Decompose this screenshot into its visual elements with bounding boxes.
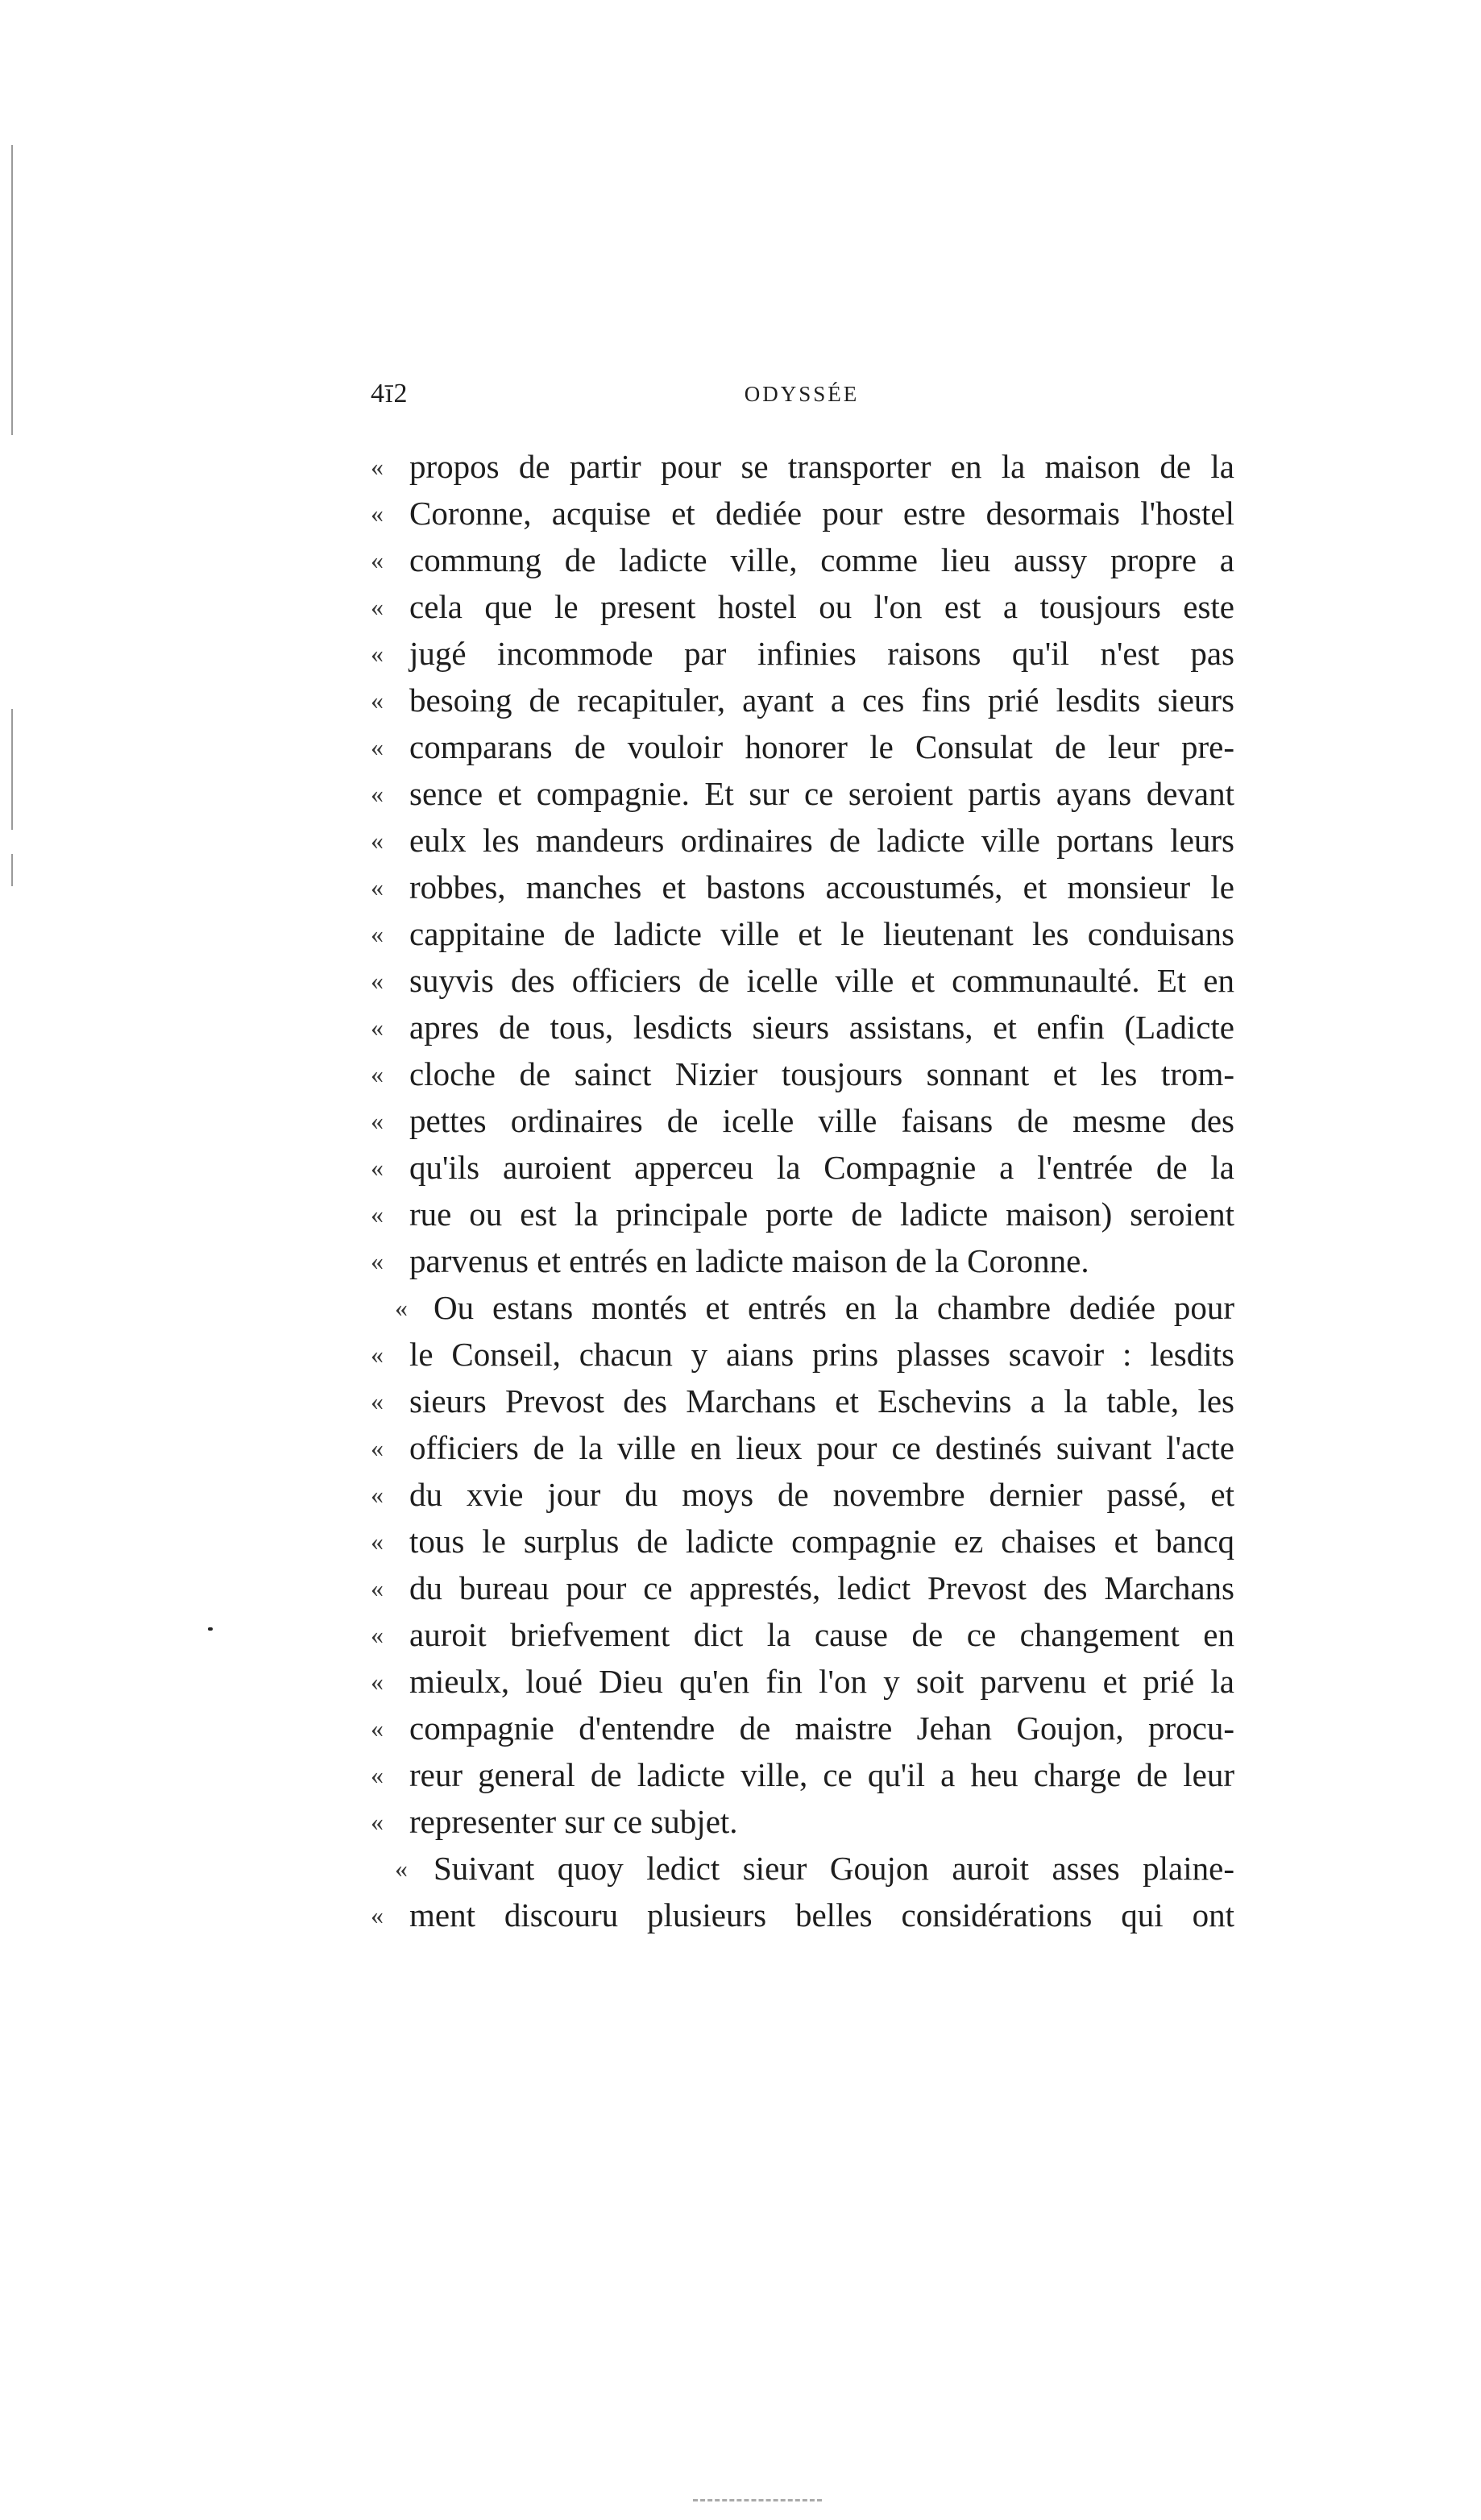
page-number: 4ī2: [371, 379, 409, 408]
line-text: du bureau pour ce apprestés, ledict Prevost des Marchans: [409, 1569, 1234, 1606]
text-line: [371, 817, 1234, 864]
quote-mark: «: [371, 1807, 384, 1836]
line-text: sence et compagnie. Et sur ce seroient partis ayans devant: [409, 775, 1234, 812]
body-text: [371, 443, 1234, 1938]
text-line: [371, 630, 1234, 677]
quote-mark: «: [371, 452, 384, 481]
quote-mark: «: [371, 1620, 384, 1649]
quote-mark: «: [395, 1293, 408, 1322]
text-line: [371, 1611, 1234, 1658]
quote-mark: «: [371, 1480, 384, 1509]
running-head: [371, 379, 1233, 419]
quote-mark: «: [371, 826, 384, 855]
line-text: Coronne, acquise et dediée pour estre desormais l'hostel: [409, 495, 1234, 532]
line-text: reur general de ladicte ville, ce qu'il a heu charge de leur: [409, 1756, 1234, 1793]
quote-mark: «: [371, 966, 384, 995]
quote-mark: «: [371, 592, 384, 621]
quote-mark: «: [371, 639, 384, 668]
line-text: le Conseil, chacun y aians prins plasses scavoir : lesdits: [409, 1336, 1234, 1373]
text-line: [371, 1284, 1234, 1331]
line-text: suyvis des officiers de icelle ville et communaulté. Et en: [409, 962, 1234, 999]
text-line: [371, 1518, 1234, 1565]
line-text: sieurs Prevost des Marchans et Eschevins a la table, les: [409, 1382, 1234, 1420]
line-text: pettes ordinaires de icelle ville faisans de mesme des: [409, 1102, 1234, 1139]
text-line: [371, 1705, 1234, 1751]
quote-mark: «: [371, 872, 384, 901]
text-line: [371, 1144, 1234, 1191]
text-line: [371, 1237, 1234, 1284]
text-line: [371, 910, 1234, 957]
text-line: [371, 1751, 1234, 1798]
line-text: tous le surplus de ladicte compagnie ez chaises et bancq: [409, 1523, 1234, 1560]
line-text: mieulx, loué Dieu qu'en fin l'on y soit parvenu et prié la: [409, 1663, 1234, 1700]
line-text: representer sur ce subjet.: [409, 1803, 738, 1840]
text-line: [371, 1378, 1234, 1424]
text-line: [371, 1331, 1234, 1378]
line-text: comparans de vouloir honorer le Consulat de leur pre-: [409, 728, 1234, 765]
quote-mark: «: [371, 1246, 384, 1275]
text-line: [371, 1051, 1234, 1097]
line-text: qu'ils auroient apperceu la Compagnie a l'entrée de la: [409, 1149, 1234, 1186]
text-line: [371, 1892, 1234, 1938]
quote-mark: «: [371, 1059, 384, 1088]
line-text: jugé incommode par infinies raisons qu'il n'est pas: [409, 635, 1234, 672]
quote-mark: «: [395, 1854, 408, 1883]
text-line: [371, 490, 1234, 537]
line-text: robbes, manches et bastons accoustumés, et monsieur le: [409, 868, 1234, 906]
quote-mark: «: [371, 1386, 384, 1415]
line-text: du xvie jour du moys de novembre dernier passé, et: [409, 1476, 1234, 1513]
text-line: [371, 1658, 1234, 1705]
quote-mark: «: [371, 1433, 384, 1462]
line-text: auroit briefvement dict la cause de ce changement en: [409, 1616, 1234, 1653]
line-text: cloche de sainct Nizier tousjours sonnant et les trom-: [409, 1055, 1234, 1092]
quote-mark: «: [371, 1573, 384, 1602]
bottom-rule: [693, 2499, 822, 2501]
line-text: cela que le present hostel ou l'on est a tousjours este: [409, 588, 1234, 625]
text-line: [371, 1097, 1234, 1144]
quote-mark: «: [371, 1667, 384, 1696]
text-line: [371, 443, 1234, 490]
text-line: [371, 1004, 1234, 1051]
line-text: propos de partir pour se transporter en la maison de la: [409, 448, 1234, 485]
line-text: officiers de la ville en lieux pour ce destinés suivant l'acte: [409, 1429, 1234, 1466]
left-margin-mark: [11, 854, 13, 886]
line-text: eulx les mandeurs ordinaires de ladicte ville portans leurs: [409, 822, 1234, 859]
quote-mark: «: [371, 1714, 384, 1743]
text-line: [371, 1191, 1234, 1237]
line-text: Suivant quoy ledict sieur Goujon auroit asses plaine-: [434, 1850, 1234, 1887]
quote-mark: «: [371, 1340, 384, 1369]
text-line: [371, 1845, 1234, 1892]
line-text: compagnie d'entendre de maistre Jehan Goujon, procu-: [409, 1710, 1234, 1747]
text-line: [371, 957, 1234, 1004]
running-title: ODYSSÉE: [744, 382, 860, 406]
line-text: apres de tous, lesdicts sieurs assistans, et enfin (Ladicte: [409, 1009, 1234, 1046]
quote-mark: «: [371, 545, 384, 574]
text-line: [371, 583, 1234, 630]
quote-mark: «: [371, 1153, 384, 1182]
line-text: ment discouru plusieurs belles considérations qui ont: [409, 1896, 1234, 1934]
quote-mark: «: [371, 1013, 384, 1042]
quote-mark: «: [371, 1760, 384, 1789]
left-margin-mark: [11, 145, 13, 435]
text-line: [371, 723, 1234, 770]
ink-speck: [208, 1627, 213, 1631]
quote-mark: «: [371, 686, 384, 715]
quote-mark: «: [371, 1106, 384, 1135]
line-text: parvenus et entrés en ladicte maison de la Coronne.: [409, 1242, 1089, 1279]
text-line: [371, 677, 1234, 723]
text-line: [371, 1565, 1234, 1611]
quote-mark: «: [371, 919, 384, 948]
line-text: besoing de recapituler, ayant a ces fins prié lesdits sieurs: [409, 682, 1234, 719]
line-text: cappitaine de ladicte ville et le lieutenant les conduisans: [409, 915, 1234, 952]
text-line: [371, 1471, 1234, 1518]
text-line: [371, 770, 1234, 817]
quote-mark: «: [371, 732, 384, 761]
line-text: Ou estans montés et entrés en la chambre dediée pour: [434, 1289, 1234, 1326]
quote-mark: «: [371, 1200, 384, 1229]
quote-mark: «: [371, 1900, 384, 1929]
quote-mark: «: [371, 499, 384, 528]
line-text: commung de ladicte ville, comme lieu aussy propre a: [409, 541, 1234, 578]
left-margin-mark: [11, 709, 13, 830]
quote-mark: «: [371, 1527, 384, 1556]
text-line: [371, 1424, 1234, 1471]
quote-mark: «: [371, 779, 384, 808]
text-line: [371, 1798, 1234, 1845]
text-line: [371, 537, 1234, 583]
line-text: rue ou est la principale porte de ladicte maison) seroient: [409, 1196, 1234, 1233]
text-line: [371, 864, 1234, 910]
